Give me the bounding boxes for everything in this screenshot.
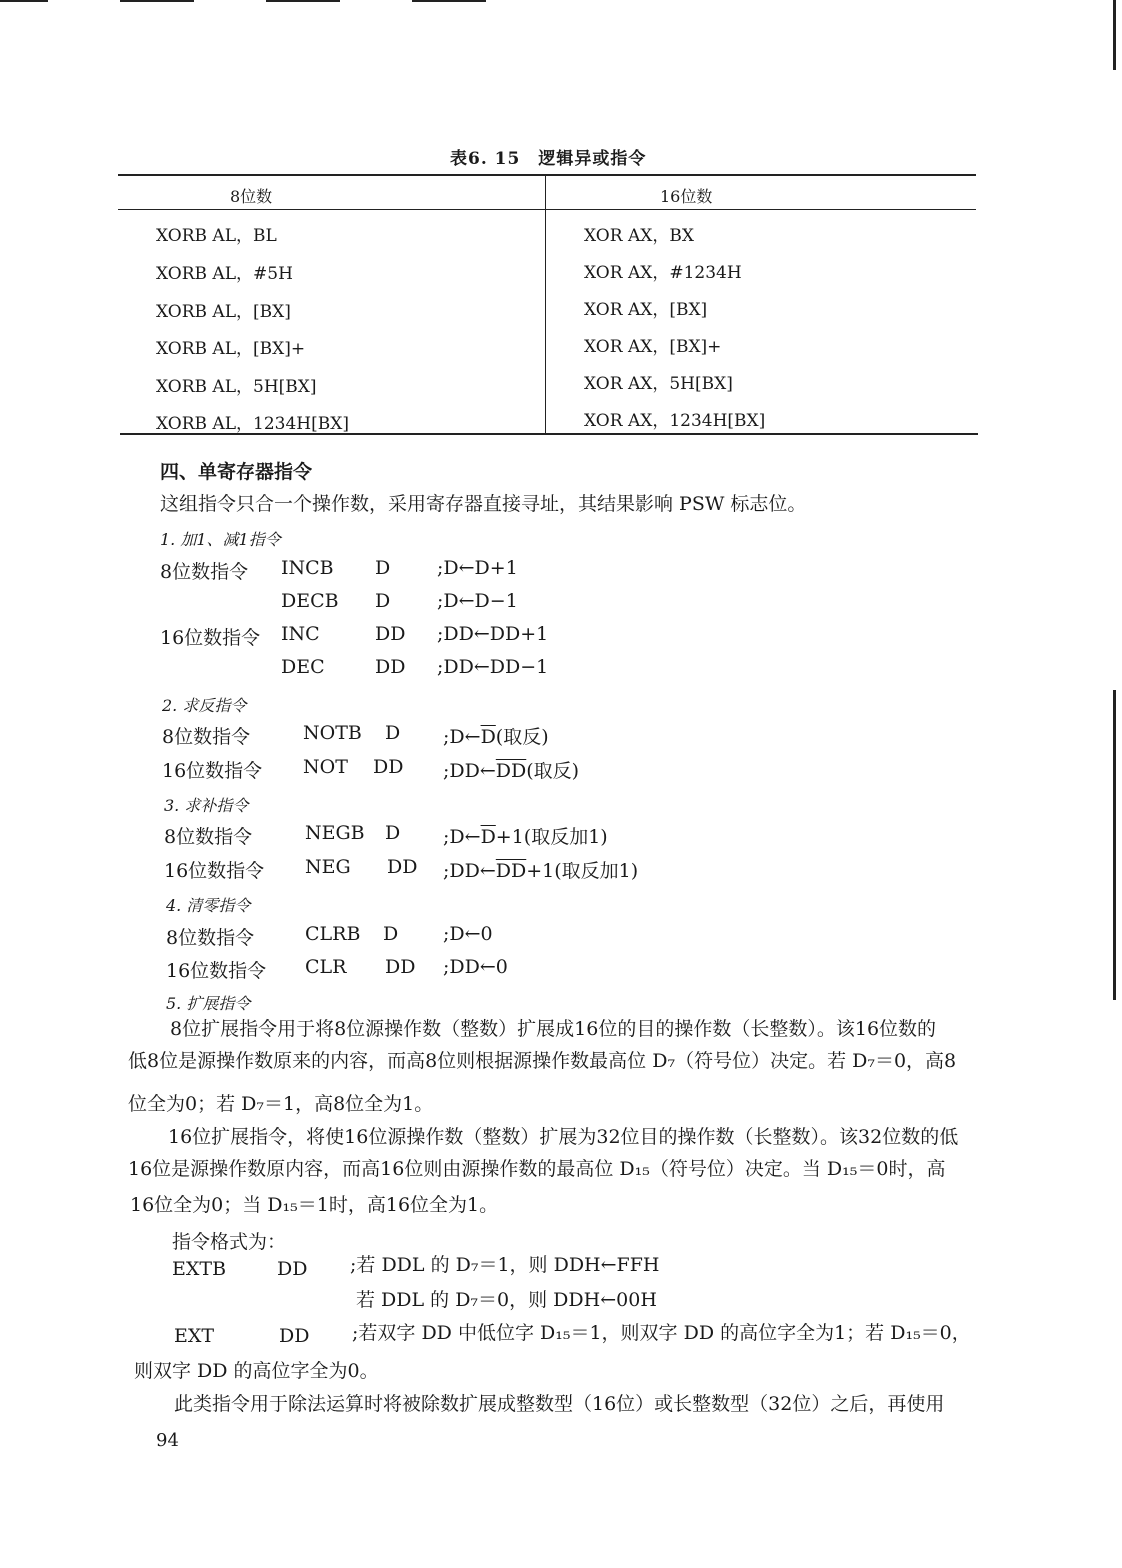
- instr-comment: ;D←D+1: [437, 557, 518, 579]
- scan-mark: [266, 0, 340, 2]
- instr-op: NOTB: [303, 722, 362, 744]
- instr-op: NOT: [303, 756, 348, 778]
- instr-comment: 若 DDL 的 D₇＝0，则 DDH←00H: [356, 1289, 657, 1311]
- instr-arg: DD: [277, 1258, 308, 1280]
- instr-comment: ;若双字 DD 中低位字 D₁₅＝1，则双字 DD 的高位字全为1；若 D₁₅＝0，: [352, 1322, 971, 1344]
- section-heading: 四、单寄存器指令: [160, 461, 313, 483]
- scan-edge-line: [1113, 690, 1116, 1000]
- table-cell: XORB AL，1234H[BX]: [156, 414, 349, 434]
- instr-arg: D: [375, 557, 391, 579]
- subheading: 1. 加1、减1指令: [160, 530, 281, 549]
- paragraph-line: 16位是源操作数原内容，而高16位则由源操作数的最高位 D₁₅（符号位）决定。当 D₁₅＝0时，高: [128, 1158, 946, 1180]
- instr-label: 8位数指令: [166, 927, 255, 949]
- instr-op: DEC: [281, 656, 325, 678]
- instr-label: 8位数指令: [162, 726, 251, 748]
- table-header-rule: [118, 209, 976, 210]
- table-cell: XORB AL，BL: [156, 226, 277, 246]
- instr-comment: 则双字 DD 的高位字全为0。: [134, 1360, 379, 1382]
- subheading: 2. 求反指令: [162, 696, 247, 715]
- instr-arg: DD: [375, 656, 406, 678]
- table-header-16bit: 16位数: [660, 187, 713, 206]
- table-cell: XORB AL，[BX]: [156, 302, 291, 322]
- subheading: 5. 扩展指令: [166, 994, 251, 1013]
- table-cell: XOR AX，5H[BX]: [584, 374, 733, 394]
- instr-label: 8位数指令: [160, 561, 249, 583]
- scan-edge-line: [1113, 0, 1116, 70]
- instr-label: 8位数指令: [164, 826, 253, 848]
- paragraph-line: 16位全为0；当 D₁₅＝1时，高16位全为1。: [130, 1194, 499, 1216]
- instr-op: EXTB: [172, 1258, 227, 1280]
- instr-arg: D: [385, 722, 401, 744]
- instr-label: 16位数指令: [166, 960, 267, 982]
- scan-mark: [0, 0, 48, 2]
- table-cell: XORB AL，[BX]+: [156, 339, 306, 359]
- instr-comment: $;D\leftarrow\overline{D}+1$(取反加1): [443, 826, 608, 848]
- instr-op: CLR: [305, 956, 347, 978]
- paragraph-line: 16位扩展指令，将使16位源操作数（整数）扩展为32位目的操作数（长整数）。该32位数的低: [168, 1126, 959, 1148]
- table-caption: 表6. 15 逻辑异或指令: [450, 149, 647, 169]
- paragraph-line: 位全为0；若 D₇＝1，高8位全为1。: [128, 1093, 434, 1115]
- instr-comment: $;D\leftarrow\overline{D}$(取反): [443, 726, 549, 748]
- scan-mark: [412, 0, 486, 2]
- instr-comment: ;DD←DD+1: [437, 623, 549, 645]
- table-cell: XORB AL，#5H: [156, 264, 293, 284]
- instr-arg: DD: [387, 856, 418, 878]
- paragraph-line: 低8位是源操作数原来的内容，而高8位则根据源操作数最高位 D₇（符号位）决定。若 D₇＝0，高8: [128, 1050, 957, 1072]
- table-cell: XOR AX，[BX]+: [584, 337, 722, 357]
- paragraph-line: 此类指令用于除法运算时将被除数扩展成整数型（16位）或长整数型（32位）之后，再使用: [174, 1393, 945, 1415]
- table-cell: XOR AX，1234H[BX]: [584, 411, 766, 431]
- instr-arg: D: [383, 923, 399, 945]
- instr-comment: ;D←D−1: [437, 590, 518, 612]
- table-header-8bit: 8位数: [230, 187, 273, 206]
- instr-arg: DD: [375, 623, 406, 645]
- instr-op: INCB: [281, 557, 334, 579]
- instr-comment: ;若 DDL 的 D₇＝1，则 DDH←FFH: [350, 1254, 660, 1276]
- instr-arg: DD: [279, 1325, 310, 1347]
- instr-comment: ;DD←0: [443, 956, 508, 978]
- subheading: 4. 清零指令: [166, 896, 251, 915]
- section-intro: 这组指令只合一个操作数，采用寄存器直接寻址，其结果影响 PSW 标志位。: [160, 493, 807, 515]
- instr-op: NEG: [305, 856, 351, 878]
- instr-comment: $;DD\leftarrow\overline{DD}+1$(取反加1): [443, 860, 639, 882]
- instr-arg: D: [375, 590, 391, 612]
- instr-op: INC: [281, 623, 320, 645]
- instr-label: 16位数指令: [162, 760, 263, 782]
- table-cell: XORB AL，5H[BX]: [156, 377, 317, 397]
- instr-arg: DD: [385, 956, 416, 978]
- instr-op: EXT: [174, 1325, 215, 1347]
- instr-label: 16位数指令: [164, 860, 265, 882]
- scan-mark: [120, 0, 194, 2]
- instr-comment: ;DD←DD−1: [437, 656, 549, 678]
- table-cell: XOR AX，#1234H: [584, 263, 742, 283]
- format-label: 指令格式为：: [172, 1231, 287, 1253]
- instr-label: 16位数指令: [160, 627, 261, 649]
- instr-op: DECB: [281, 590, 339, 612]
- table-cell: XOR AX，BX: [584, 226, 694, 246]
- paragraph-line: 8位扩展指令用于将8位源操作数（整数）扩展成16位的目的操作数（长整数）。该16位数的: [170, 1018, 937, 1040]
- page-number: 94: [156, 1430, 179, 1451]
- instr-arg: DD: [373, 756, 404, 778]
- instr-comment: ;D←0: [443, 923, 493, 945]
- instr-op: CLRB: [305, 923, 361, 945]
- table-top-rule: [118, 174, 976, 176]
- instr-op: NEGB: [305, 822, 365, 844]
- table-cell: XOR AX，[BX]: [584, 300, 708, 320]
- instr-arg: D: [385, 822, 401, 844]
- table-column-divider: [545, 175, 546, 433]
- subheading: 3. 求补指令: [164, 796, 249, 815]
- instr-comment: $;DD\leftarrow\overline{DD}$(取反): [443, 760, 580, 782]
